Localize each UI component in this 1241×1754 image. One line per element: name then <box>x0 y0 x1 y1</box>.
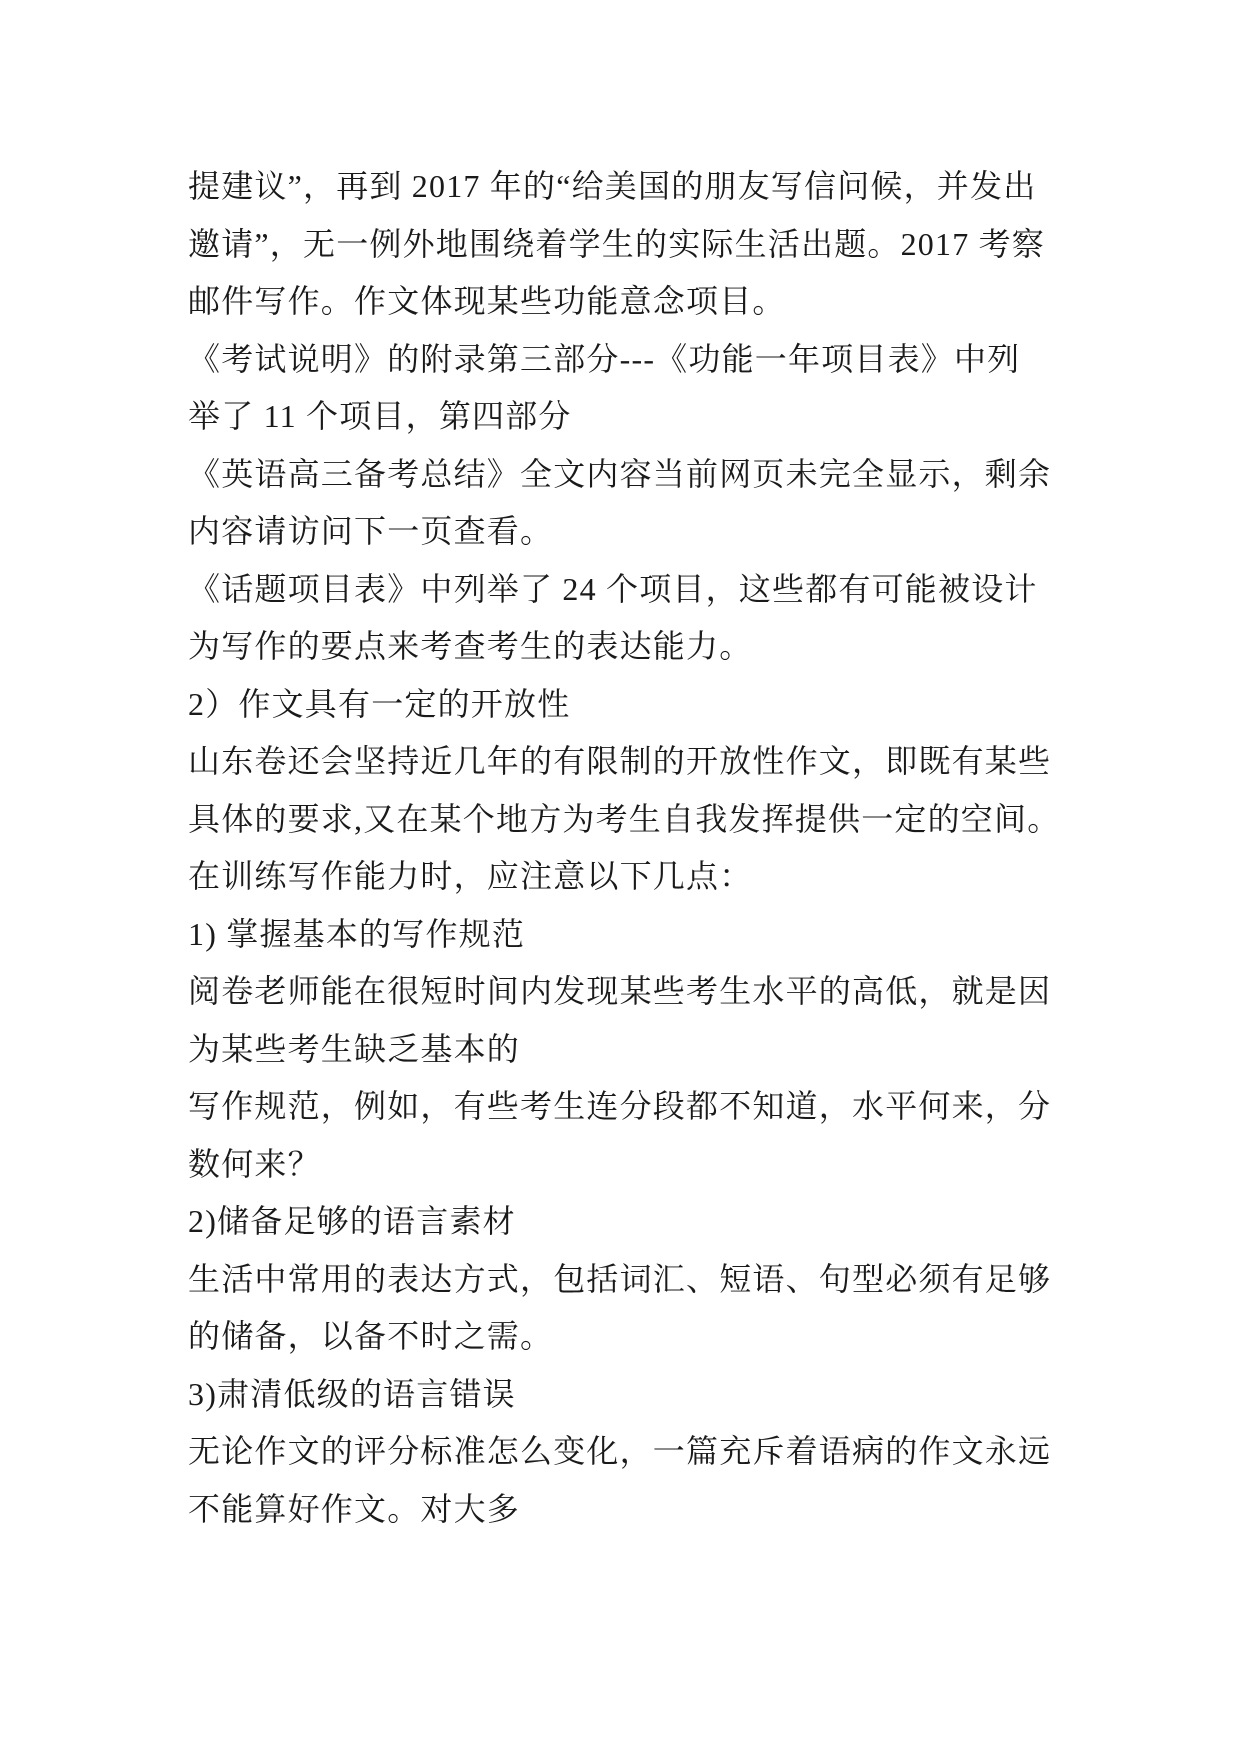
text-line: 无论作文的评分标准怎么变化，一篇充斥着语病的作文永远 <box>188 1433 1052 1469</box>
text-line: 邮件写作。作文体现某些功能意念项目。 <box>188 283 786 319</box>
text-line: 举了 11 个项目，第四部分 <box>188 398 572 434</box>
section-heading: 2）作文具有一定的开放性 <box>188 685 571 722</box>
text-line: 为某些考生缺乏基本的 <box>188 1030 521 1067</box>
section-heading: 1) 掌握基本的写作规范 <box>188 915 526 952</box>
section-heading: 2)储备足够的语言素材 <box>188 1203 516 1239</box>
text-line: 数何来？ <box>188 1145 321 1182</box>
section-heading: 3)肃清低级的语言错误 <box>188 1375 516 1412</box>
body-text <box>188 158 1068 1538</box>
text-line: 阅卷老师能在很短时间内发现某些考生水平的高低，就是因 <box>188 973 1052 1009</box>
text-line: 《英语高三备考总结》全文内容当前网页未完全显示，剩余 <box>188 455 1052 492</box>
text-line: 生活中常用的表达方式，包括词汇、短语、句型必须有足够 <box>188 1260 1052 1297</box>
text-line: 《考试说明》的附录第三部分---《功能一年项目表》中列 <box>188 340 1021 377</box>
text-line: 具体的要求,又在某个地方为考生自我发挥提供一定的空间。 <box>188 800 1061 837</box>
text-line: 内容请访问下一页查看。 <box>188 513 554 549</box>
text-line: 提建议”，再到 2017 年的“给美国的朋友写信问候，并发出 <box>188 168 1037 204</box>
text-line: 写作规范，例如，有些考生连分段都不知道，水平何来，分 <box>188 1088 1052 1124</box>
text-line: 为写作的要点来考查考生的表达能力。 <box>188 628 753 664</box>
text-line: 的储备，以备不时之需。 <box>188 1318 554 1354</box>
text-line: 不能算好作文。对大多 <box>188 1490 521 1527</box>
text-line: 《话题项目表》中列举了 24 个项目，这些都有可能被设计 <box>188 570 1038 607</box>
text-line: 在训练写作能力时，应注意以下几点： <box>188 858 753 894</box>
text-line: 邀请”，无一例外地围绕着学生的实际生活出题。2017 考察 <box>188 225 1046 262</box>
text-line: 山东卷还会坚持近几年的有限制的开放性作文，即既有某些 <box>188 743 1052 779</box>
